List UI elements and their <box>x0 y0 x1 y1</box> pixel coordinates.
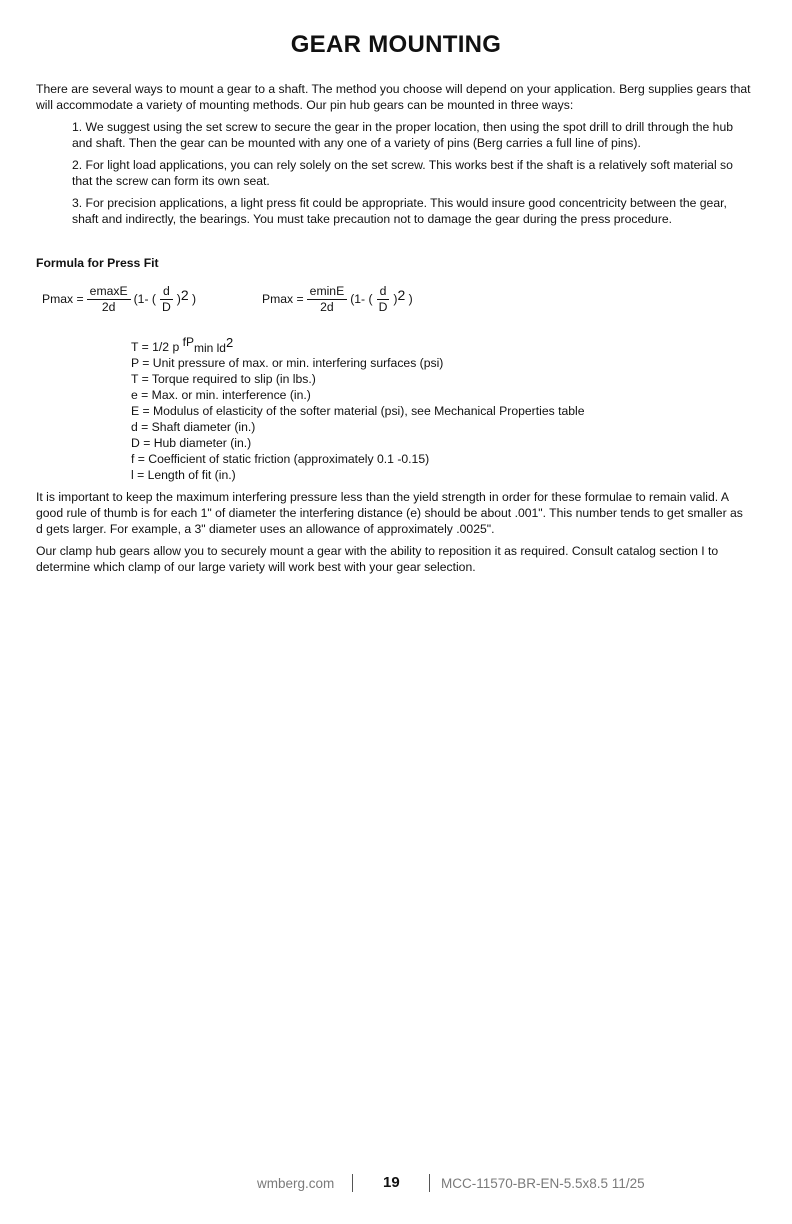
fraction-numerator: eminE <box>307 284 348 300</box>
page-number: 19 <box>383 1174 400 1191</box>
definition-item: f = Coefficient of static friction (approximately 0.1 -0.15) <box>131 452 430 466</box>
press-fit-formula-max <box>42 282 196 316</box>
formula-close-paren: ) <box>393 292 398 306</box>
formula-exponent: 2 <box>180 287 189 303</box>
mounting-methods-list <box>72 119 752 233</box>
torque-subscript: min ld <box>193 341 226 355</box>
method-item-2: 2. For light load applications, you can rely solely on the set screw. This works best if the shaft is a relatively soft material so that the screw can form its own seat. <box>72 158 733 188</box>
method-item-1: 1. We suggest using the set screw to secure the gear in the proper location, then using the spot drill to drill through the hub and shaft. Then the gear can be mounted with any one of a variety of pins (Berg carries a full line of pins). <box>72 120 733 150</box>
formula-inner-fraction <box>159 284 174 315</box>
torque-formula <box>131 335 585 355</box>
page-title: GEAR MOUNTING <box>290 31 502 58</box>
formula-open-paren: (1- ( <box>350 292 373 306</box>
page-footer <box>0 1172 792 1196</box>
footer-divider <box>429 1174 430 1192</box>
formula-close-paren: ) <box>176 292 181 306</box>
formula-heading: Formula for Press Fit <box>36 256 159 270</box>
clamp-hub-paragraph: Our clamp hub gears allow you to securely mount a gear with the ability to reposition it as required. Consult catalog section I to determine which clamp of our large variety will work best with your gear selection. <box>36 544 719 574</box>
fraction-denominator: 2d <box>101 299 116 314</box>
inner-denominator: D <box>378 299 388 314</box>
variable-definitions <box>131 335 585 483</box>
inner-numerator: d <box>377 284 390 300</box>
inner-numerator: d <box>160 284 173 300</box>
torque-exponent: 2 <box>225 335 234 350</box>
intro-paragraph: There are several ways to mount a gear to a shaft. The method you choose will depend on your application. Berg supplies gears that will accommodate a variety of mounting methods. Our pin hub gears can be mounted in three ways: <box>36 82 751 112</box>
formula-end-paren: ) <box>408 292 413 306</box>
torque-superscript: fP <box>182 335 194 349</box>
footer-website: wmberg.com <box>257 1176 335 1191</box>
formula-fraction <box>87 284 131 315</box>
formula-lhs: Pmax = <box>262 292 304 306</box>
fraction-numerator: emaxE <box>87 284 131 300</box>
definition-item: T = Torque required to slip (in lbs.) <box>131 372 316 386</box>
definition-item: l = Length of fit (in.) <box>131 468 236 482</box>
formula-end-paren: ) <box>192 292 197 306</box>
fraction-denominator: 2d <box>320 299 334 314</box>
press-fit-formula-min <box>262 282 413 316</box>
footer-divider <box>352 1174 353 1192</box>
torque-base: T = 1/2 p <box>131 340 180 354</box>
method-item-3: 3. For precision applications, a light press fit could be appropriate. This would insure good concentricity between the gear, shaft and indirectly, the bearings. You must take precaution not to damage the gear during the press procedure. <box>72 196 727 226</box>
definition-item: d = Shaft diameter (in.) <box>131 420 256 434</box>
inner-denominator: D <box>161 299 171 314</box>
definition-item: D = Hub diameter (in.) <box>131 436 252 450</box>
definition-item: P = Unit pressure of max. or min. interfering surfaces (psi) <box>131 356 444 370</box>
yield-strength-paragraph: It is important to keep the maximum interfering pressure less than the yield strength in order for these formulae to remain valid. A good rule of thumb is for each 1" of diameter the interfering distance (e) should be about .001". This number tends to get smaller as d gets larger. For example, a 3" diameter uses an allowance of approximately .0025". <box>36 490 743 536</box>
formula-lhs: Pmax = <box>42 292 84 306</box>
formula-open-paren: (1- ( <box>133 292 156 306</box>
formula-exponent: 2 <box>397 287 406 303</box>
document-code: MCC-11570-BR-EN-5.5x8.5 11/25 <box>441 1176 645 1191</box>
formula-fraction <box>307 284 348 315</box>
definition-item: e = Max. or min. interference (in.) <box>131 388 311 402</box>
definition-item: E = Modulus of elasticity of the softer material (psi), see Mechanical Properties table <box>131 404 585 418</box>
formula-inner-fraction <box>376 284 391 315</box>
